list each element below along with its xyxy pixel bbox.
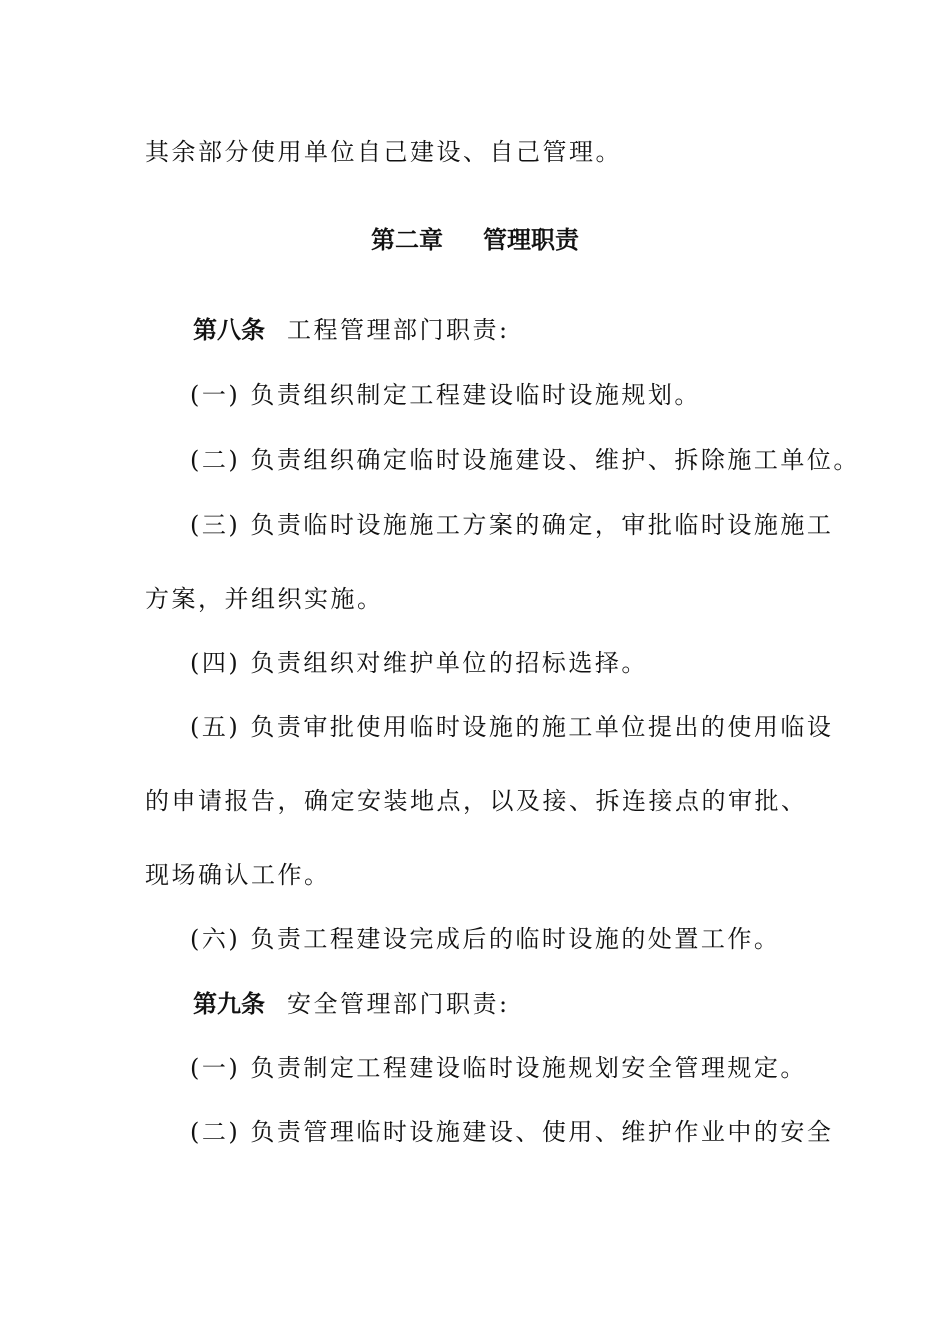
article-9-item-2: (二) 负责管理临时设施建设、使用、维护作业中的安全 — [190, 1118, 834, 1146]
article-8-heading — [193, 315, 510, 345]
chapter-number: 第二章 — [371, 226, 443, 254]
continuation-paragraph: 其余部分使用单位自己建设、自己管理。 — [145, 138, 622, 166]
article-8-label: 第八条 — [193, 316, 265, 344]
article-8-item-3: (三) 负责临时设施施工方案的确定，审批临时设施施工 — [190, 511, 834, 539]
article-8-item-6: (六) 负责工程建设完成后的临时设施的处置工作。 — [190, 925, 781, 953]
article-9-item-1: (一) 负责制定工程建设临时设施规划安全管理规定。 — [190, 1054, 807, 1082]
article-8-title: 工程管理部门职责: — [287, 316, 510, 344]
article-8-item-5: (五) 负责审批使用临时设施的施工单位提出的使用临设 — [190, 713, 834, 741]
article-9-heading — [193, 989, 510, 1019]
article-8-item-1: (一) 负责组织制定工程建设临时设施规划。 — [190, 381, 701, 409]
article-8-item-3-cont: 方案，并组织实施。 — [145, 585, 384, 613]
article-8-item-2: (二) 负责组织确定临时设施建设、维护、拆除施工单位。 — [190, 446, 860, 474]
article-8-item-4: (四) 负责组织对维护单位的招标选择。 — [190, 649, 648, 677]
article-8-item-5-cont-2: 现场确认工作。 — [145, 861, 331, 889]
article-8-item-5-cont: 的申请报告，确定安装地点，以及接、拆连接点的审批、 — [145, 787, 808, 815]
chapter-heading — [0, 225, 950, 255]
article-9-label: 第九条 — [193, 990, 265, 1018]
article-9-title: 安全管理部门职责: — [287, 990, 510, 1018]
chapter-title: 管理职责 — [483, 226, 579, 254]
